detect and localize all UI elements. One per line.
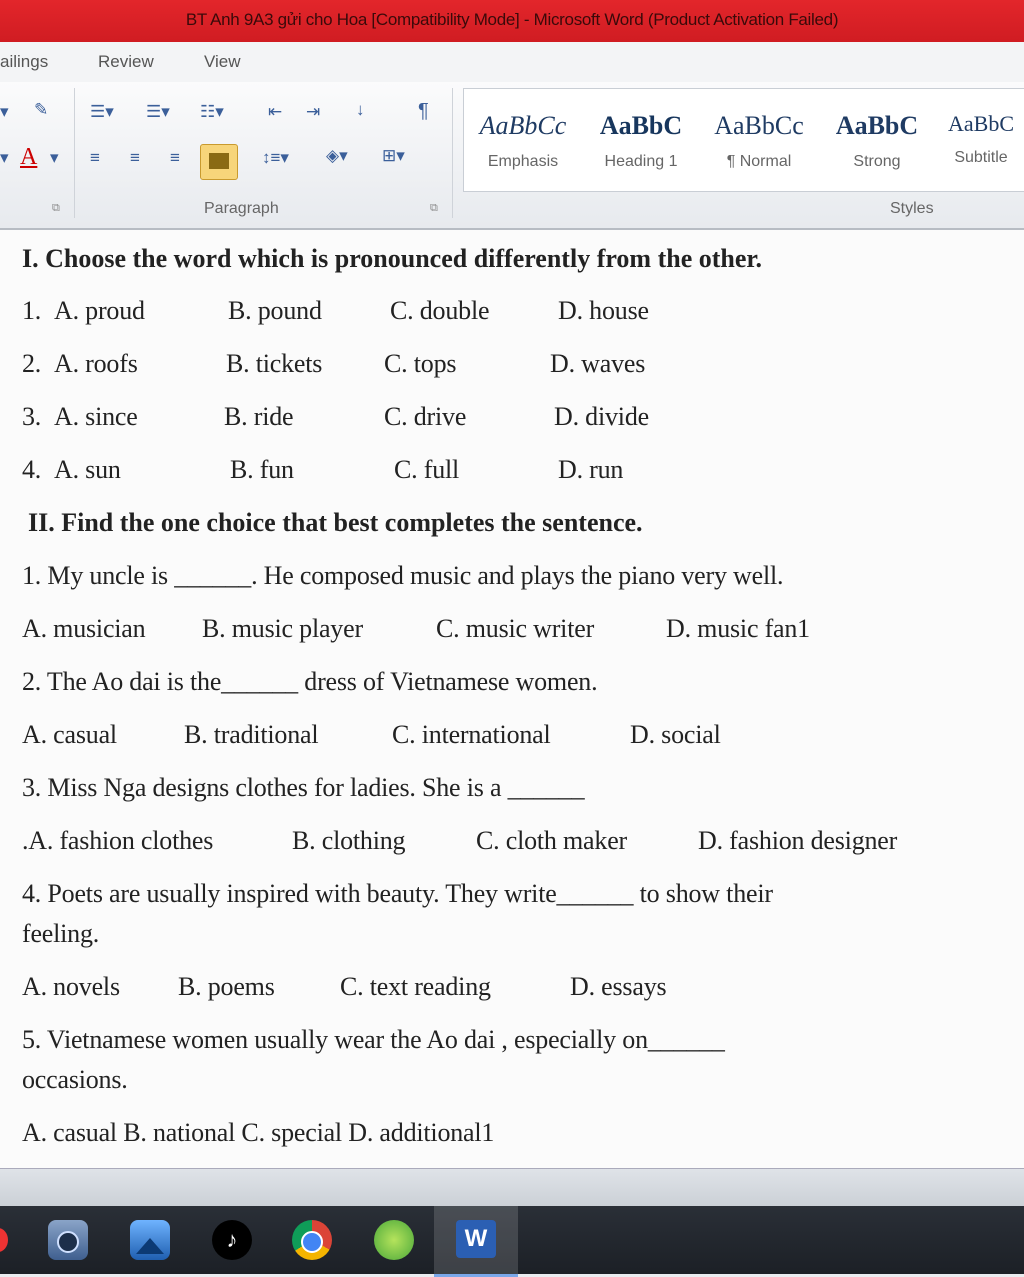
option-a: A. since xyxy=(54,402,138,431)
ribbon-divider xyxy=(74,88,75,218)
section2-question-4-stem: 4. Poets are usually inspired with beauty. They write______ to show their xyxy=(22,879,773,908)
styles-gallery xyxy=(463,88,1024,192)
font-color-icon[interactable]: A xyxy=(20,144,38,170)
chrome-icon[interactable] xyxy=(292,1220,332,1260)
style-sample: AaBbCc xyxy=(714,111,804,140)
tab-review[interactable]: Review xyxy=(98,52,154,71)
style-name: Emphasis xyxy=(487,153,559,170)
section2-question-5-stem: 5. Vietnamese women usually wear the Ao dai , especially on______ xyxy=(22,1025,725,1054)
section2-question-1-stem: 1. My uncle is ______. He composed music and plays the piano very well. xyxy=(22,561,784,590)
multilevel-list-icon[interactable]: ☷▾ xyxy=(200,102,224,121)
q-number: 3. xyxy=(22,402,42,431)
word-taskbar-button[interactable] xyxy=(434,1206,518,1277)
section2-question-5-options: A. casual B. national C. special D. additional1 xyxy=(22,1118,495,1147)
section2-question-3-stem: 3. Miss Nga designs clothes for ladies. She is a ______ xyxy=(22,773,585,802)
option-b: B. fun xyxy=(230,455,294,484)
start-app-icon[interactable] xyxy=(0,1228,8,1252)
option-d: D. essays xyxy=(570,972,667,1001)
style-emphasis[interactable] xyxy=(464,89,582,189)
coccoc-icon[interactable] xyxy=(374,1220,414,1260)
option-a: A. novels xyxy=(22,972,120,1001)
option-c: C. cloth maker xyxy=(476,826,627,855)
section2-heading: II. Find the one choice that best completes the sentence. xyxy=(28,508,643,537)
option-b: B. pound xyxy=(228,296,322,325)
camera-icon[interactable] xyxy=(48,1220,88,1260)
style-name: Heading 1 xyxy=(604,153,678,170)
option-c: C. text reading xyxy=(340,972,491,1001)
line-spacing-icon[interactable]: ↕≡▾ xyxy=(262,148,289,167)
word-icon: W xyxy=(456,1220,496,1258)
tab-view[interactable]: View xyxy=(204,52,241,71)
numbering-icon[interactable]: ☰▾ xyxy=(146,102,170,121)
q-number: 4. xyxy=(22,455,42,484)
align-center-icon[interactable]: ≡ xyxy=(130,148,140,167)
option-c: C. tops xyxy=(384,349,457,378)
style-normal[interactable] xyxy=(700,89,818,189)
taskbar xyxy=(0,1206,1024,1274)
style-sample: AaBbC xyxy=(948,111,1014,136)
option-a: A. roofs xyxy=(54,349,138,378)
pilcrow-icon[interactable]: ¶ xyxy=(418,100,429,122)
style-heading-1[interactable] xyxy=(582,89,700,189)
option-d: D. divide xyxy=(554,402,649,431)
option-d: D. waves xyxy=(550,349,646,378)
option-c: C. double xyxy=(390,296,490,325)
option-b: B. ride xyxy=(224,402,294,431)
font-dropdown-icon-2[interactable]: ▾ xyxy=(0,148,9,167)
option-d: D. house xyxy=(558,296,649,325)
option-a: A. musician xyxy=(22,614,146,643)
section2-question-5-stem-cont: occasions. xyxy=(22,1065,128,1094)
q-number: 2. xyxy=(22,349,42,378)
borders-icon[interactable]: ⊞▾ xyxy=(382,146,405,165)
bullets-icon[interactable]: ☰▾ xyxy=(90,102,114,121)
style-sample: AaBbC xyxy=(835,111,919,140)
option-d: D. fashion designer xyxy=(698,826,898,855)
font-dropdown-icon[interactable]: ▾ xyxy=(0,102,9,121)
align-right-icon[interactable]: ≡ xyxy=(170,148,180,167)
shading-icon[interactable]: ◈▾ xyxy=(326,146,348,165)
option-b: B. tickets xyxy=(226,349,323,378)
style-sample: AaBbCc xyxy=(479,111,567,140)
option-d: D. music fan1 xyxy=(666,614,810,643)
ribbon-divider xyxy=(452,88,453,218)
section1-heading: I. Choose the word which is pronounced differently from the other. xyxy=(22,244,763,273)
option-c: C. full xyxy=(394,455,460,484)
section2-question-4-stem-cont: feeling. xyxy=(22,919,100,948)
styles-group-label: Styles xyxy=(890,200,934,217)
style-strong[interactable] xyxy=(818,89,936,189)
option-c: C. drive xyxy=(384,402,467,431)
style-name: ¶ Normal xyxy=(726,153,792,170)
window-title-bar xyxy=(0,0,1024,42)
section2-question-2-stem: 2. The Ao dai is the______ dress of Vietnamese women. xyxy=(22,667,598,696)
option-b: B. clothing xyxy=(292,826,406,855)
document-page[interactable] xyxy=(0,230,1024,1168)
increase-indent-icon[interactable]: ⇥ xyxy=(306,102,321,121)
style-name: Strong xyxy=(853,153,901,170)
option-d: D. run xyxy=(558,455,624,484)
align-left-icon[interactable]: ≡ xyxy=(90,148,100,167)
decrease-indent-icon[interactable]: ⇤ xyxy=(268,102,283,121)
option-a: .A. fashion clothes xyxy=(22,826,214,855)
highlight-icon[interactable]: ✎ xyxy=(34,100,49,119)
tab-mailings[interactable]: ailings xyxy=(0,52,49,71)
font-dialog-launcher-icon[interactable]: ⧉ xyxy=(52,202,60,214)
q-number: 1. xyxy=(22,296,42,325)
ribbon xyxy=(0,82,1024,230)
paragraph-dialog-launcher-icon[interactable]: ⧉ xyxy=(430,202,438,214)
ribbon-tab-bar xyxy=(0,42,1024,82)
style-sample: AaBbC xyxy=(599,111,683,140)
style-subtitle[interactable] xyxy=(936,89,1024,189)
justify-icon xyxy=(209,153,229,169)
sort-icon[interactable]: ↓ xyxy=(356,100,365,119)
option-b: B. traditional xyxy=(184,720,319,749)
tiktok-icon[interactable]: ♪ xyxy=(212,1220,252,1260)
option-d: D. social xyxy=(630,720,721,749)
option-c: C. music writer xyxy=(436,614,595,643)
status-bar xyxy=(0,1168,1024,1207)
option-a: A. sun xyxy=(54,455,121,484)
option-a: A. proud xyxy=(54,296,145,325)
option-c: C. international xyxy=(392,720,551,749)
option-b: B. music player xyxy=(202,614,363,643)
font-color-dropdown-icon[interactable]: ▾ xyxy=(50,148,59,167)
option-b: B. poems xyxy=(178,972,275,1001)
window-title: BT Anh 9A3 gửi cho Hoa [Compatibility Mode] - Microsoft Word (Product Activation Failed) xyxy=(185,10,839,29)
justify-button[interactable] xyxy=(200,144,238,180)
photos-icon[interactable] xyxy=(130,1220,170,1260)
option-a: A. casual xyxy=(22,720,117,749)
paragraph-group-label: Paragraph xyxy=(204,200,279,217)
style-name: Subtitle xyxy=(954,149,1008,166)
